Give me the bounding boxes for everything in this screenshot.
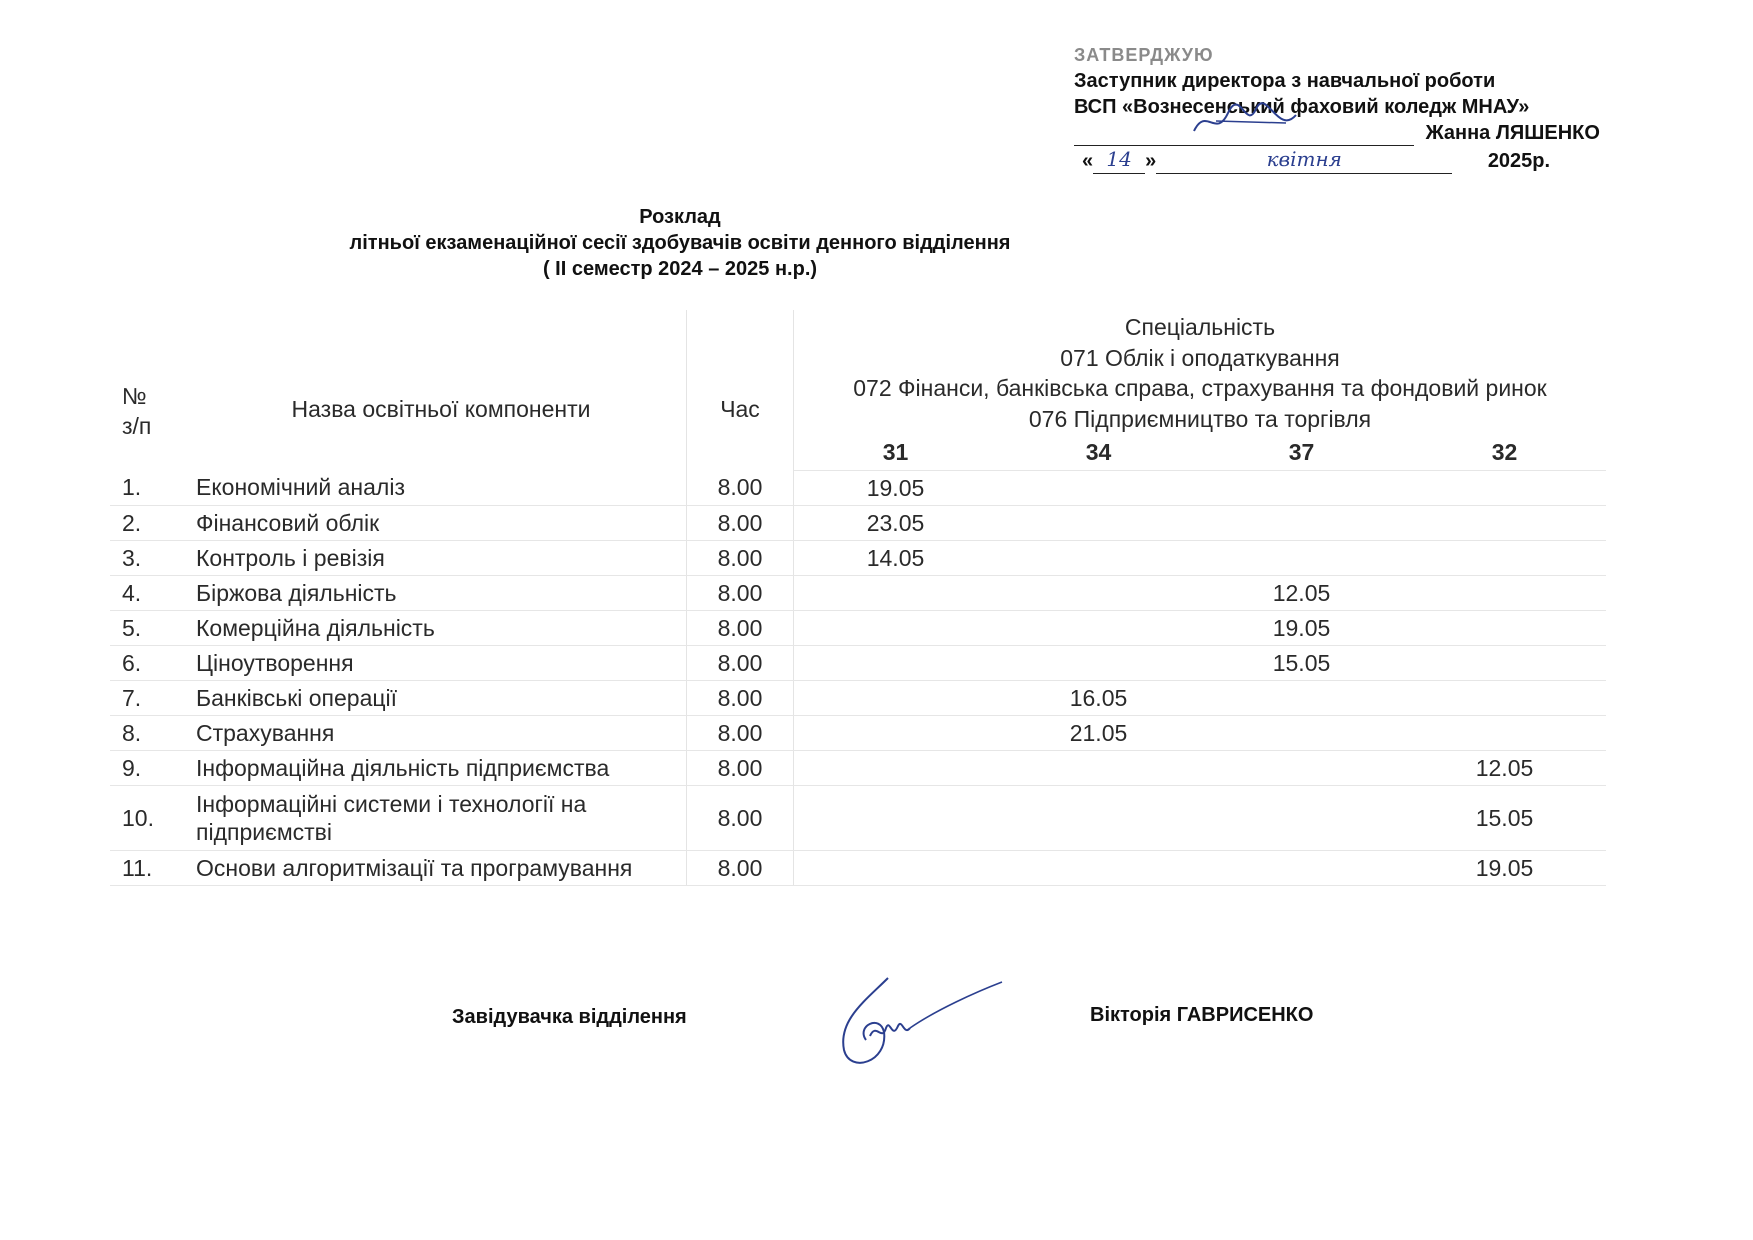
- header-name: Назва освітньої компоненти: [291, 395, 591, 422]
- table-row: [110, 716, 1606, 751]
- row-hours: 8.00: [687, 646, 794, 681]
- approval-signature-line: [1074, 120, 1600, 146]
- specialty-072: 072 Фінанси, банківська справа, страхування та фондовий ринок: [853, 375, 1547, 401]
- row-date-32: [1403, 681, 1606, 716]
- row-date-34: [997, 506, 1200, 541]
- row-date-31: [794, 646, 998, 681]
- date-month: квітня: [1266, 147, 1342, 171]
- group-37: 37: [1200, 434, 1403, 471]
- row-date-34: [997, 786, 1200, 851]
- row-hours: 8.00: [687, 851, 794, 886]
- table-row: [110, 851, 1606, 886]
- row-date-37: [1200, 786, 1403, 851]
- row-date-37: [1200, 541, 1403, 576]
- row-date-32: [1403, 646, 1606, 681]
- table-row: [110, 576, 1606, 611]
- head-signature: [826, 970, 1016, 1080]
- row-date-32: [1403, 611, 1606, 646]
- row-date-32: [1403, 506, 1606, 541]
- approval-name: Жанна ЛЯШЕНКО: [1425, 122, 1600, 144]
- row-date-32: [1403, 716, 1606, 751]
- title-line-2: літньої екзаменаційної сесії здобувачів освіти денного відділення: [349, 232, 1011, 254]
- row-date-34: [997, 576, 1200, 611]
- schedule-table: [110, 310, 1606, 886]
- row-date-34: [997, 646, 1200, 681]
- row-hours: 8.00: [687, 611, 794, 646]
- row-date-34: 16.05: [997, 681, 1200, 716]
- row-date-31: [794, 681, 998, 716]
- row-hours: 8.00: [687, 716, 794, 751]
- row-hours: 8.00: [687, 506, 794, 541]
- row-date-32: 15.05: [1403, 786, 1606, 851]
- header-number-sign: №: [122, 382, 147, 409]
- row-number: 2.: [110, 506, 190, 541]
- table-row: [110, 681, 1606, 716]
- row-date-34: [997, 851, 1200, 886]
- row-date-31: [794, 786, 998, 851]
- row-name: Банківські операції: [190, 681, 687, 716]
- row-date-34: 21.05: [997, 716, 1200, 751]
- footer-name: Вікторія ГАВРИСЕНКО: [1090, 1004, 1314, 1026]
- row-hours: 8.00: [687, 786, 794, 851]
- row-date-31: 19.05: [794, 471, 998, 506]
- row-hours: 8.00: [687, 541, 794, 576]
- header-specialty: [794, 310, 1607, 434]
- row-date-37: [1200, 681, 1403, 716]
- group-34: 34: [997, 434, 1200, 471]
- approval-stamp: ЗАТВЕРДЖУЮ: [1074, 45, 1214, 65]
- table-header-row: [110, 310, 1606, 434]
- row-date-37: [1200, 506, 1403, 541]
- document-title: [10, 204, 1350, 282]
- date-quote-close: »: [1145, 150, 1157, 172]
- row-date-34: [997, 471, 1200, 506]
- row-number: 4.: [110, 576, 190, 611]
- group-31: 31: [794, 434, 998, 471]
- row-date-32: [1403, 541, 1606, 576]
- table-row: [110, 646, 1606, 681]
- row-hours: 8.00: [687, 751, 794, 786]
- row-number: 9.: [110, 751, 190, 786]
- date-day: 14: [1106, 147, 1132, 171]
- row-name: Ціноутворення: [190, 646, 687, 681]
- row-date-31: 23.05: [794, 506, 998, 541]
- group-32: 32: [1403, 434, 1606, 471]
- row-hours: 8.00: [687, 471, 794, 506]
- row-number: 5.: [110, 611, 190, 646]
- row-date-37: [1200, 716, 1403, 751]
- row-date-37: 12.05: [1200, 576, 1403, 611]
- row-name: Інформаційна діяльність підприємства: [190, 751, 687, 786]
- row-date-31: [794, 851, 998, 886]
- table-row: [110, 541, 1606, 576]
- row-date-31: [794, 576, 998, 611]
- row-number: 11.: [110, 851, 190, 886]
- row-number: 6.: [110, 646, 190, 681]
- table-row: [110, 471, 1606, 506]
- date-quote-open: «: [1082, 150, 1094, 172]
- row-name: Комерційна діяльність: [190, 611, 687, 646]
- row-name: Фінансовий облік: [190, 506, 687, 541]
- row-date-34: [997, 751, 1200, 786]
- row-name: Основи алгоритмізації та програмування: [190, 851, 687, 886]
- director-signature: [1186, 101, 1306, 141]
- row-date-34: [997, 541, 1200, 576]
- approval-date: [1074, 146, 1600, 174]
- row-name: Економічний аналіз: [190, 471, 687, 506]
- table-row: [110, 786, 1606, 851]
- table-row: [110, 611, 1606, 646]
- row-date-31: [794, 611, 998, 646]
- table-row: [110, 506, 1606, 541]
- row-name: Біржова діяльність: [190, 576, 687, 611]
- row-date-34: [997, 611, 1200, 646]
- row-date-31: 14.05: [794, 541, 998, 576]
- row-date-32: 19.05: [1403, 851, 1606, 886]
- title-line-3: ( ІІ семестр 2024 – 2025 н.р.): [542, 258, 818, 280]
- approval-position: Заступник директора з навчальної роботи: [1074, 70, 1496, 92]
- table-row: [110, 751, 1606, 786]
- header-number-abbr: з/п: [122, 412, 152, 439]
- row-number: 10.: [110, 786, 190, 851]
- row-number: 1.: [110, 471, 190, 506]
- row-date-37: 15.05: [1200, 646, 1403, 681]
- approval-organization: ВСП «Вознесенський фаховий коледж МНАУ»: [1074, 96, 1530, 118]
- row-date-37: [1200, 751, 1403, 786]
- approval-block: [1074, 42, 1600, 174]
- date-year: 2025р.: [1487, 150, 1551, 172]
- row-hours: 8.00: [687, 681, 794, 716]
- footer-position: Завідувачка відділення: [452, 1006, 687, 1028]
- header-hours: Час: [687, 310, 794, 471]
- row-number: 3.: [110, 541, 190, 576]
- title-line-1: Розклад: [639, 206, 721, 228]
- row-date-37: [1200, 471, 1403, 506]
- row-name: Контроль і ревізія: [190, 541, 687, 576]
- specialty-071: 071 Облік і оподаткування: [1060, 344, 1340, 371]
- row-date-32: 12.05: [1403, 751, 1606, 786]
- specialty-076: 076 Підприємництво та торгівля: [1028, 405, 1372, 432]
- row-name: Інформаційні системи і технології на підприємстві: [190, 786, 687, 851]
- date-day-field: [1093, 146, 1145, 174]
- row-date-31: [794, 716, 998, 751]
- row-date-32: [1403, 576, 1606, 611]
- row-hours: 8.00: [687, 576, 794, 611]
- row-date-37: 19.05: [1200, 611, 1403, 646]
- row-date-32: [1403, 471, 1606, 506]
- specialty-title: Спеціальність: [1124, 314, 1276, 340]
- signature-field: [1074, 123, 1414, 146]
- row-number: 7.: [110, 681, 190, 716]
- row-date-37: [1200, 851, 1403, 886]
- date-month-field: [1156, 146, 1452, 174]
- header-number: [110, 310, 190, 471]
- row-name: Страхування: [190, 716, 687, 751]
- row-number: 8.: [110, 716, 190, 751]
- row-date-31: [794, 751, 998, 786]
